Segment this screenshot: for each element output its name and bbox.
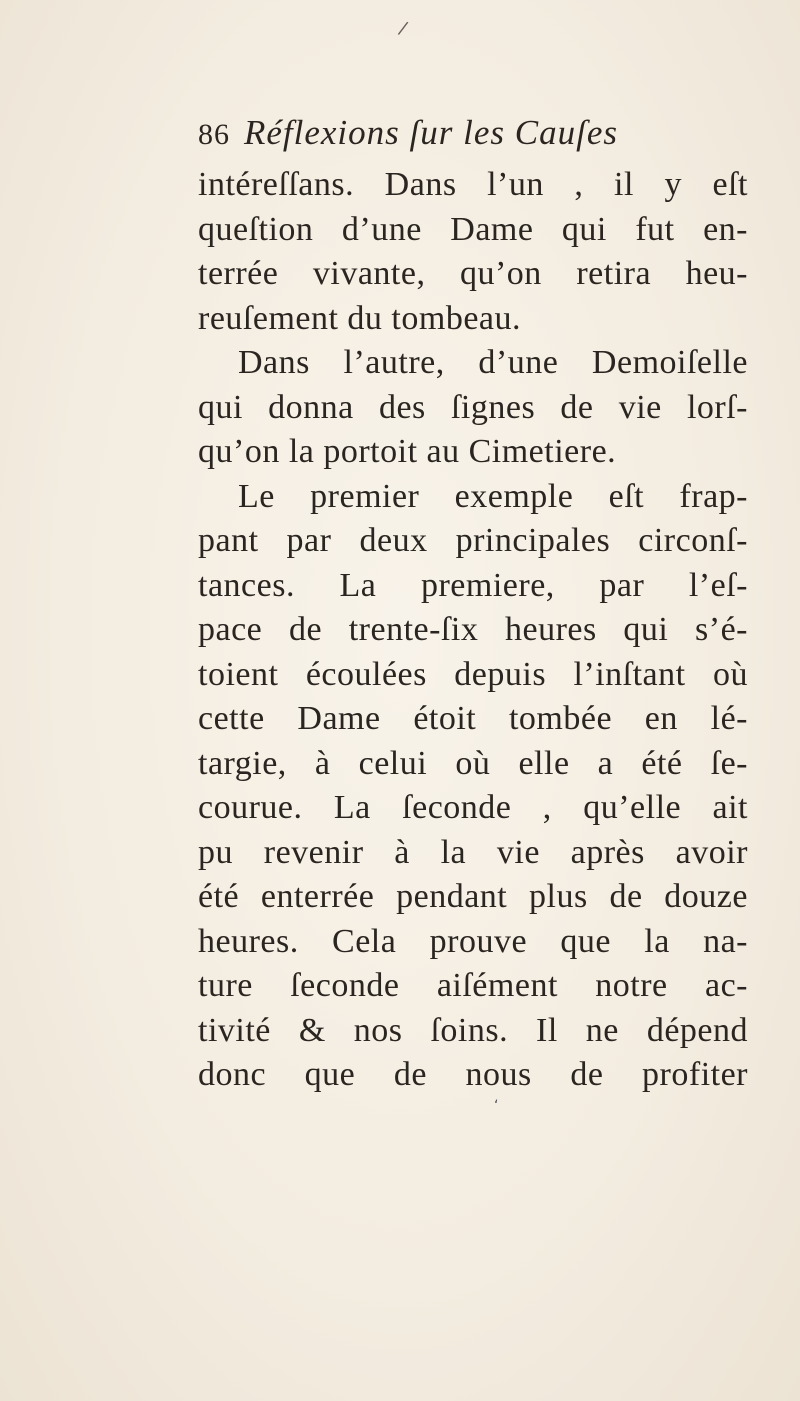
body-text xyxy=(198,163,748,1098)
text-line: ture ſeconde aiſément notre ac- xyxy=(198,967,748,1004)
text-line: qui donna des ſignes de vie lorſ- xyxy=(198,388,748,426)
ink-mark: / xyxy=(396,17,410,40)
page-header xyxy=(198,113,618,163)
text-line: targie, à celui où elle a été ſe- xyxy=(198,744,748,782)
text-line: donc que de nous de profiter xyxy=(198,1056,748,1093)
text-line: queſtion d’une Dame qui fut en- xyxy=(198,210,748,248)
text-line: intéreſſans. Dans l’un , il y eſt xyxy=(198,166,748,203)
text-line: Le premier exemple eſt frap- xyxy=(238,477,748,515)
text-line: terrée vivante, qu’on retira heu- xyxy=(198,255,748,292)
text-line: pu revenir à la vie après avoir xyxy=(198,833,748,871)
text-line: Dans l’autre, d’une Demoiſelle xyxy=(238,344,748,381)
page-number: 86 xyxy=(198,118,230,151)
ink-mark: ‘ xyxy=(494,1098,499,1114)
text-line: tances. La premiere, par l’eſ- xyxy=(198,566,748,604)
text-line: qu’on la portoit au Cimetiere. xyxy=(198,433,617,470)
text-line: toient écoulées depuis l’inſtant où xyxy=(198,655,748,693)
running-title: Réflexions ſur les Cauſes xyxy=(244,113,618,152)
text-line: tivité & nos ſoins. Il ne dépend xyxy=(198,1011,748,1049)
text-line: pant par deux principales circonſ- xyxy=(198,522,748,559)
text-line: pace de trente-ſix heures qui s’é- xyxy=(198,611,748,648)
text-line: été enterrée pendant plus de douze xyxy=(198,878,748,915)
text-line: cette Dame étoit tombée en lé- xyxy=(198,700,748,737)
text-line: reuſement du tombeau. xyxy=(198,299,522,337)
text-line: courue. La ſeconde , qu’elle ait xyxy=(198,789,748,826)
text-line: heures. Cela prouve que la na- xyxy=(198,922,748,960)
